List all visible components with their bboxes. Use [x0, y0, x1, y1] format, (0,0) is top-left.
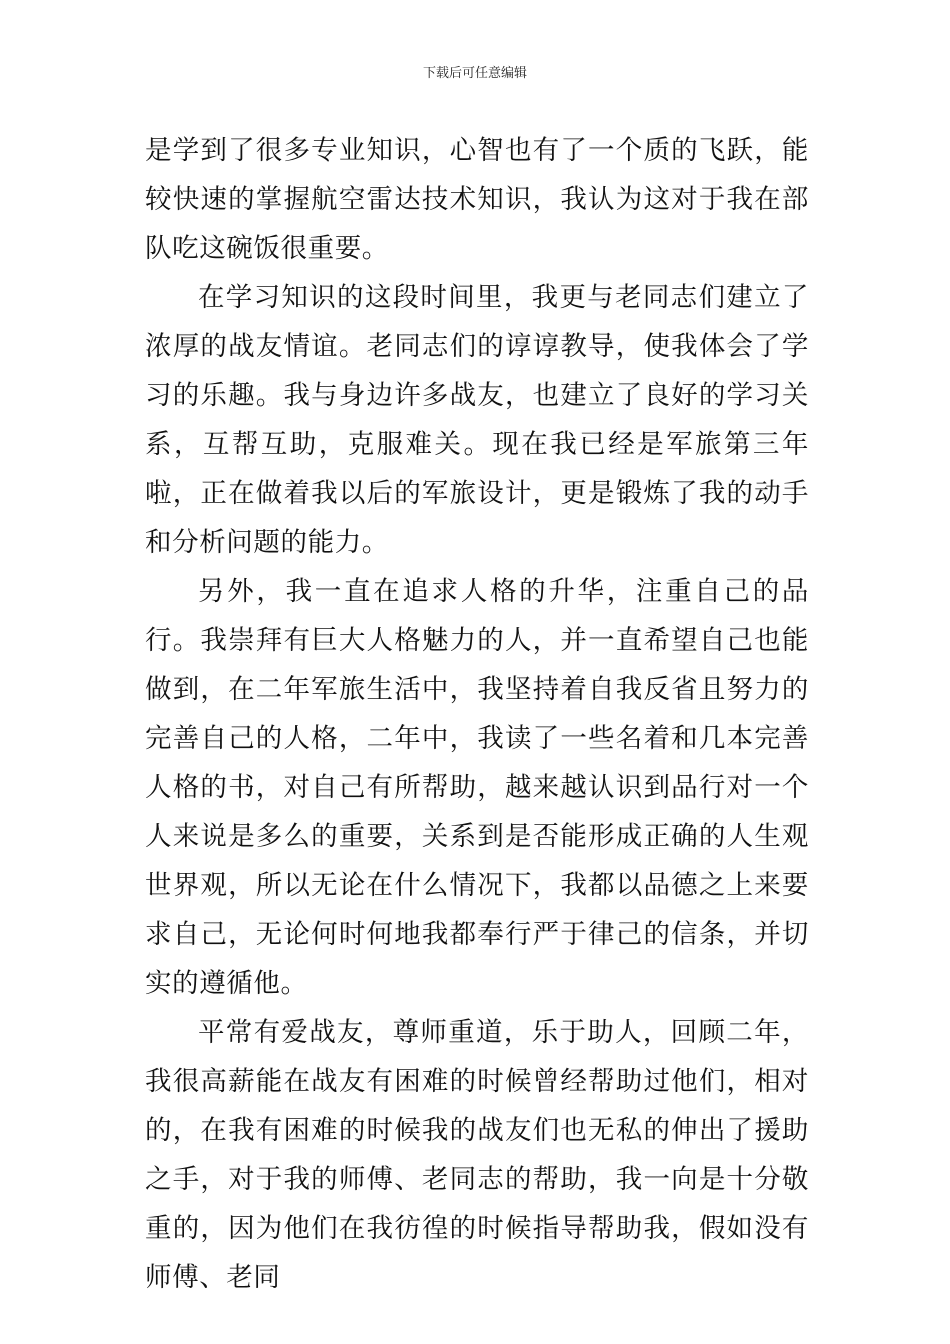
paragraph-2: 在学习知识的这段时间里，我更与老同志们建立了浓厚的战友情谊。老同志们的谆谆教导，使我体会了学习的乐趣。我与身边许多战友，也建立了良好的学习关系，互帮互助，克服难关。现在我已经是军旅第三年啦，正在做着我以后的军旅设计，更是锻炼了我的动手和分析问题的能力。 — [145, 282, 809, 558]
page-header: 下载后可任意编辑 — [422, 66, 527, 81]
document-body — [145, 126, 809, 1302]
paragraph-1: 是学到了很多专业知识，心智也有了一个质的飞跃，能较快速的掌握航空雷达技术知识，我认为这对于我在部队吃这碗饭很重要。 — [145, 135, 809, 264]
paragraph-4: 平常有爱战友，尊师重道，乐于助人，回顾二年，我很高薪能在战友有困难的时候曾经帮助过他们，相对的，在我有困难的时候我的战友们也无私的伸出了援助之手，对于我的师傅、老同志的帮助，我一向是十分敬重的，因为他们在我彷徨的时候指导帮助我，假如没有师傅、老同 — [145, 1017, 809, 1293]
paragraph-3: 另外，我一直在追求人格的升华，注重自己的品行。我崇拜有巨大人格魅力的人，并一直希望自己也能做到，在二年军旅生活中，我坚持着自我反省且努力的完善自己的人格，二年中，我读了一些名着和几本完善人格的书，对自己有所帮助，越来越认识到品行对一个人来说是多么的重要，关系到是否能形成正确的人生观世界观，所以无论在什么情况下，我都以品德之上来要求自己，无论何时何地我都奉行严于律己的信条，并切实的遵循他。 — [145, 576, 809, 999]
